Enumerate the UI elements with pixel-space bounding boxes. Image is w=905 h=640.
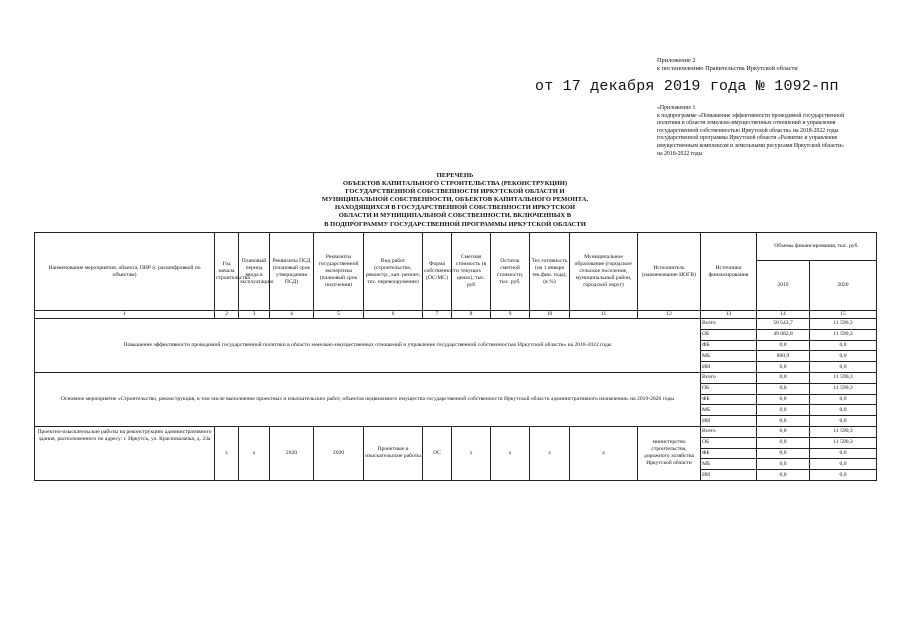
title-line: ОБЛАСТИ И МУНИЦИПАЛЬНОЙ СОБСТВЕННОСТИ, ВКЛЮЧЕННЫХ В	[338, 212, 572, 220]
value-2020: 11 590,3	[810, 426, 877, 437]
main-activity-name: Основное мероприятие «Строительство, реконструкция, в том числе выполнение проектных и изыскательских работ, объектов недвижимого имущества государственной собственности Иркутской области административного назначения» на 2019-2020 годы	[35, 372, 701, 426]
column-number: 9	[491, 311, 530, 319]
column-number: 6	[364, 311, 423, 319]
funding-source: ФБ	[701, 448, 757, 459]
column-number: 10	[530, 311, 570, 319]
value-2019: 49 682,8	[757, 329, 810, 340]
objects-table	[34, 232, 877, 481]
value-2019: 0,0	[757, 394, 810, 405]
title-line: В ПОДПРОГРАММУ ГОСУДАРСТВЕННОЙ ПРОГРАММЫ ИРКУТСКОЙ ОБЛАСТИ	[324, 220, 586, 228]
header-start-year: Год начала строительства	[215, 233, 239, 311]
object-ownership: ОС	[423, 426, 452, 480]
value-2019: 0,0	[757, 459, 810, 470]
value-2020: 11 590,3	[810, 383, 877, 394]
object-executor: министерство строительства, дорожного хозяйства Иркутской области	[638, 426, 701, 480]
header-municipality: Муниципальное образование (городское/сельское поселение, муниципальный район, городской округ)	[570, 233, 638, 311]
funding-source: Всего	[701, 426, 757, 437]
value-2019: 0,0	[757, 448, 810, 459]
funding-source: МБ	[701, 351, 757, 362]
appendix1-line: на 2018-2022 годы	[657, 150, 703, 157]
value-2019: 0,0	[757, 437, 810, 448]
funding-source: ОБ	[701, 383, 757, 394]
value-2020: 0,0	[810, 394, 877, 405]
title-line: ПЕРЕЧЕНЬ	[436, 172, 474, 179]
appendix1-line: государственной собственностью Иркутской области» на 2018-2022 годы	[657, 127, 839, 134]
value-2020: 11 590,3	[810, 372, 877, 383]
decree-date: от 17 декабря 2019 года № 1092-пп	[535, 78, 839, 95]
object-expertise: 2020	[314, 426, 364, 480]
value-2020: 0,0	[810, 351, 877, 362]
value-2019: 0,0	[757, 340, 810, 351]
column-number: 1	[35, 311, 215, 319]
appendix1-line: имущественным комплексом и земельными ресурсами Иркутской области»	[657, 142, 845, 149]
funding-source: ИИ	[701, 362, 757, 373]
value-2020: 0,0	[810, 405, 877, 416]
header-psd: Реквизиты ПСД (плановый срок утверждения ПСД)	[270, 233, 314, 311]
column-number: 7	[423, 311, 452, 319]
value-2020: 11 590,3	[810, 437, 877, 448]
appendix-header	[657, 57, 897, 73]
column-number: 4	[270, 311, 314, 319]
header-estimated-cost: Сметная стоимость (в текущих ценах), тыс. руб	[452, 233, 491, 311]
object-estimated-cost: х	[452, 426, 491, 480]
header-year-2020: 2020	[810, 261, 877, 311]
header-work-type: Вид работ (строительство, реконстр., кап. ремонт, тех. перевооружение)	[364, 233, 423, 311]
value-2020: 0,0	[810, 416, 877, 427]
value-2019: 0,0	[757, 405, 810, 416]
funding-source: ОБ	[701, 329, 757, 340]
funding-source: ИИ	[701, 470, 757, 481]
title-line: МУНИЦИПАЛЬНОЙ СОБСТВЕННОСТИ, ОБЪЕКТОВ КАПИТАЛЬНОГО РЕМОНТА,	[321, 196, 589, 204]
object-tech-readiness: х	[530, 426, 570, 480]
appendix-number: Приложение 2	[657, 57, 696, 64]
column-number: 12	[638, 311, 701, 319]
value-2019: 0,0	[757, 416, 810, 427]
column-number: 11	[570, 311, 638, 319]
funding-source: Всего	[701, 372, 757, 383]
funding-source: МБ	[701, 405, 757, 416]
object-psd: 2020	[270, 426, 314, 480]
column-number: 13	[701, 311, 757, 319]
appendix1-line: государственной программы Иркутской области «Развитие и управление	[657, 135, 838, 142]
column-number: 3	[239, 311, 270, 319]
title-line: ОБЪЕКТОВ КАПИТАЛЬНОГО СТРОИТЕЛЬСТВА (РЕКОНСТРУКЦИИ)	[342, 180, 568, 188]
header-cost-balance: Остаток сметной стоимости, тыс. руб.	[491, 233, 530, 311]
value-2020: 0,0	[810, 340, 877, 351]
appendix1-line: к подпрограмме «Повышение эффективности проводимой государственной	[657, 112, 845, 119]
value-2019: 0,0	[757, 372, 810, 383]
header-year-2019: 2019	[757, 261, 810, 311]
value-2020: 0,0	[810, 362, 877, 373]
funding-source: МБ	[701, 459, 757, 470]
object-start-year: х	[215, 426, 239, 480]
object-work-type: Проектные и изыскательские работы	[364, 426, 423, 480]
header-name: Наименование мероприятия, объекта, ПИР (с расшифровкой по объектам)	[35, 233, 215, 311]
table-row	[35, 319, 877, 330]
appendix-reference: к постановлению Правительства Иркутской области	[657, 65, 798, 72]
table-row	[35, 426, 877, 437]
header-funding-volumes: Объемы финансирования, тыс. руб.	[757, 233, 877, 261]
column-number: 8	[452, 311, 491, 319]
value-2020: 11 590,3	[810, 319, 877, 330]
title-line: ГОСУДАРСТВЕННОЙ СОБСТВЕННОСТИ ИРКУТСКОЙ ОБЛАСТИ И	[345, 188, 565, 196]
value-2020: 0,0	[810, 459, 877, 470]
funding-source: Всего	[701, 319, 757, 330]
appendix1-header	[657, 105, 897, 158]
header-expertise: Реквизиты государственной экспертизы (плановый срок получения)	[314, 233, 364, 311]
header-funding-sources: Источники финансирования	[701, 233, 757, 311]
appendix1-line: «Приложение 1	[657, 105, 696, 111]
column-number: 5	[314, 311, 364, 319]
column-number: 2	[215, 311, 239, 319]
value-2019: 0,0	[757, 426, 810, 437]
subprogram-name: Повышение эффективности проводимой государственной политики в области земельно-имущественных отношений и управление государственной собственностью Иркутской области» на 2018-2022 годы	[35, 319, 701, 373]
value-2020: 0,0	[810, 470, 877, 481]
header-ownership: Форма собственности (ОС/МС)	[423, 233, 452, 311]
value-2019: 50 543,7	[757, 319, 810, 330]
object-name: Проектно-изыскательские работы на реконструкцию административного здания, расположенного по адресу: г. Иркутск, ул. Красноказачья, д. 23а	[35, 426, 215, 480]
funding-source: ФБ	[701, 340, 757, 351]
object-commission-period: х	[239, 426, 270, 480]
value-2020: 11 590,3	[810, 329, 877, 340]
funding-source: ФБ	[701, 394, 757, 405]
object-cost-balance: х	[491, 426, 530, 480]
value-2019: 0,0	[757, 362, 810, 373]
value-2019: 860,9	[757, 351, 810, 362]
funding-source: ОБ	[701, 437, 757, 448]
value-2020: 0,0	[810, 448, 877, 459]
title-line: НАХОДЯЩИХСЯ В ГОСУДАРСТВЕННОЙ СОБСТВЕННОСТИ ИРКУТСКОЙ	[334, 204, 576, 212]
value-2019: 0,0	[757, 470, 810, 481]
table-row	[35, 372, 877, 383]
funding-source: ИИ	[701, 416, 757, 427]
object-municipality: х	[570, 426, 638, 480]
column-number: 14	[757, 311, 810, 319]
column-number: 15	[810, 311, 877, 319]
header-executor: Исполнитель (наименование ИОГВ)	[638, 233, 701, 311]
document-title	[290, 172, 620, 229]
header-commission-period: Плановый период ввода в эксплуатацию	[239, 233, 270, 311]
value-2019: 0,0	[757, 383, 810, 394]
appendix1-line: политики в области земельно-имущественных отношений и управления	[657, 120, 836, 127]
header-tech-readiness: Тех готовность (на 1 января тек.фин. года), (в %)	[530, 233, 570, 311]
